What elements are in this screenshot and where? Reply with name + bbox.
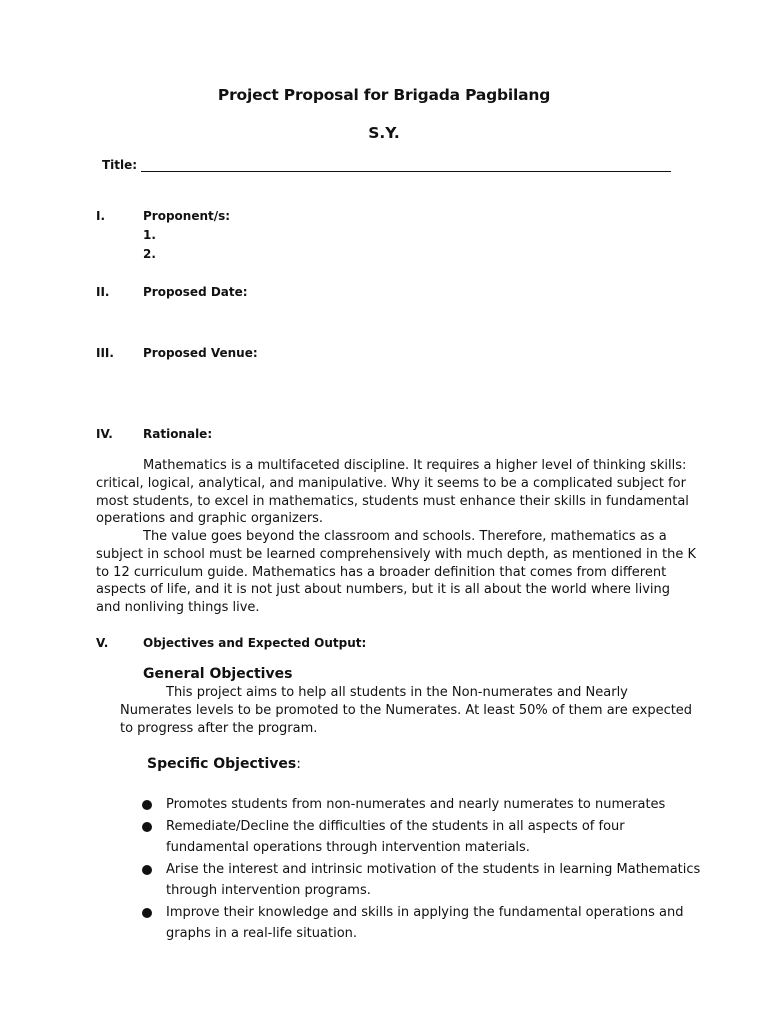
section-label-objectives: Objectives and Expected Output: bbox=[143, 636, 367, 650]
list-item bbox=[142, 859, 702, 901]
general-objectives-paragraph bbox=[120, 684, 700, 738]
school-year: S.Y. bbox=[368, 124, 400, 142]
specific-objectives-list bbox=[142, 794, 702, 945]
section-number-proponents: I. bbox=[96, 209, 106, 223]
specific-objective-text: Arise the interest and intrinsic motivation of the students in learning Mathematics through intervention programs. bbox=[166, 862, 701, 898]
section-label-venue: Proposed Venue: bbox=[143, 346, 258, 360]
rationale-paragraph-2-text: The value goes beyond the classroom and schools. Therefore, mathematics as a subject in school must be learned comprehensively with much depth, as mentioned in the K to 12 curriculum guide. Mathematics has a broader definition that comes from different aspects of life, and it is not just about numbers, but it is all about the world where living and nonliving things live. bbox=[96, 529, 696, 616]
bullet-icon bbox=[142, 908, 152, 918]
general-objectives-heading: General Objectives bbox=[143, 666, 293, 682]
bullet-icon bbox=[142, 800, 152, 810]
section-number-venue: III. bbox=[96, 346, 114, 360]
title-field-label: Title: bbox=[102, 158, 138, 172]
document-title: Project Proposal for Brigada Pagbilang bbox=[217, 86, 551, 104]
bullet-icon bbox=[142, 865, 152, 875]
section-label-date: Proposed Date: bbox=[143, 285, 248, 299]
bullet-icon bbox=[142, 822, 152, 832]
list-item bbox=[142, 794, 702, 815]
section-label-rationale: Rationale: bbox=[143, 427, 213, 441]
general-objectives-text: This project aims to help all students in the Non-numerates and Nearly Numerates levels to be promoted to the Numerates. At least 50% of them are expected to progress after the program. bbox=[120, 685, 693, 736]
specific-objective-text: Remediate/Decline the difficulties of the students in all aspects of four fundamental operations through intervention materials. bbox=[166, 819, 625, 855]
specific-objective-text: Promotes students from non-numerates and nearly numerates to numerates bbox=[166, 797, 666, 812]
list-item bbox=[142, 816, 702, 858]
specific-objectives-heading-text: Specific Objectives bbox=[147, 756, 297, 772]
rationale-paragraph-1-text: Mathematics is a multifaceted discipline. It requires a higher level of thinking skills: critical, logical, analytical, and manipulative. Why it seems to be a complicated subject for most students, to excel in mathematics, students must enhance their skills in fundamental operations and graphic organizers. bbox=[96, 458, 689, 527]
list-item bbox=[142, 902, 702, 944]
section-label-proponents: Proponent/s: bbox=[143, 209, 231, 223]
specific-objectives-heading bbox=[147, 756, 301, 772]
proponent-item-2: 2. bbox=[143, 247, 156, 261]
title-field bbox=[102, 158, 671, 172]
title-blank-line bbox=[141, 159, 671, 172]
section-number-date: II. bbox=[96, 285, 110, 299]
section-number-objectives: V. bbox=[96, 636, 109, 650]
proponent-item-1: 1. bbox=[143, 228, 156, 242]
section-number-rationale: IV. bbox=[96, 427, 113, 441]
rationale-paragraph-1 bbox=[96, 457, 696, 528]
rationale-paragraph-2 bbox=[96, 528, 696, 617]
specific-objective-text: Improve their knowledge and skills in applying the fundamental operations and graphs in a real-life situation. bbox=[166, 905, 684, 941]
specific-objectives-colon: : bbox=[296, 756, 301, 772]
